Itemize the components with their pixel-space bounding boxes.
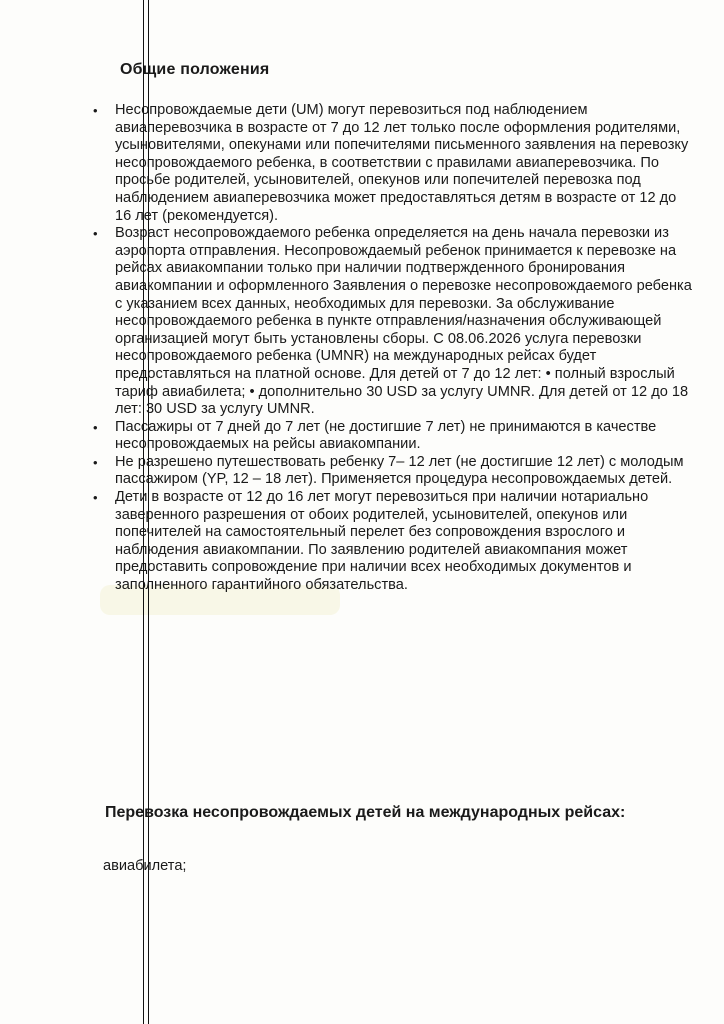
scan-vertical-line (143, 0, 144, 1024)
section-heading-general: Общие положения (120, 61, 270, 78)
text-fragment: авиабилета; (103, 858, 187, 874)
list-item: • Несопровождаемые дети (UM) могут перевозиться под наблюдением авиаперевозчика в возрасте от 7 до 12 лет только после оформления родителями, усыновителями, опекунами или попечителями письменного заявления на перевозку несопровождаемого ребенка, в соответствии с правилами авиаперевозчика. По просьбе родителей, усыновителей, опекунов или попечителей перевозка под наблюдением авиаперевозчика может предоставляться детям в возрасте от 12 до 16 лет (рекомендуется). (88, 102, 692, 225)
list-item: • Дети в возрасте от 12 до 16 лет могут перевозиться при наличии нотариально заверенного разрешения от обоих родителей, усыновителей, опекунов или попечителей на самостоятельный перелет без сопровождения взрослого и наблюдения авиакомпании. По заявлению родителей авиакомпания может предоставить сопровождение при наличии всех необходимых документов и заполненного гарантийного обязательства. (88, 489, 692, 595)
list-item: • Не разрешено путешествовать ребенку 7– 12 лет (не достигшие 12 лет) с молодым пассажиром (YP, 12 – 18 лет). Применяется процедура несопровождаемых детей. (88, 454, 692, 489)
section-heading-international: Перевозка несопровождаемых детей на международных рейсах: (105, 804, 626, 821)
list-item: • Возраст несопровождаемого ребенка определяется на день начала перевозки из аэропорта отправления. Несопровождаемый ребенок принимается к перевозке на рейсах авиакомпании только при наличии подтвержденного бронирования авиакомпании и оформленного Заявления о перевозке несопровождаемого ребенка с указанием всех данных, необходимых для перевозки. За обслуживание несопровождаемого ребенка в пункте отправления/назначения обслуживающей организацией могут быть установлены сборы. С 08.06.2026 услуга перевозки несопровождаемого ребенка (UMNR) на международных рейсах будет предоставляться на платной основе. Для детей от 7 до 12 лет: • полный взрослый тариф авиабилета; • дополнительно 30 USD за услугу UMNR. Для детей от 12 до 18 лет: 30 USD за услугу UMNR. (88, 225, 692, 419)
list-item: • Пассажиры от 7 дней до 7 лет (не достигшие 7 лет) не принимаются в качестве несопровождаемых на рейсы авиакомпании. (88, 419, 692, 454)
provisions-list (88, 102, 692, 595)
scan-vertical-line (148, 0, 149, 1024)
